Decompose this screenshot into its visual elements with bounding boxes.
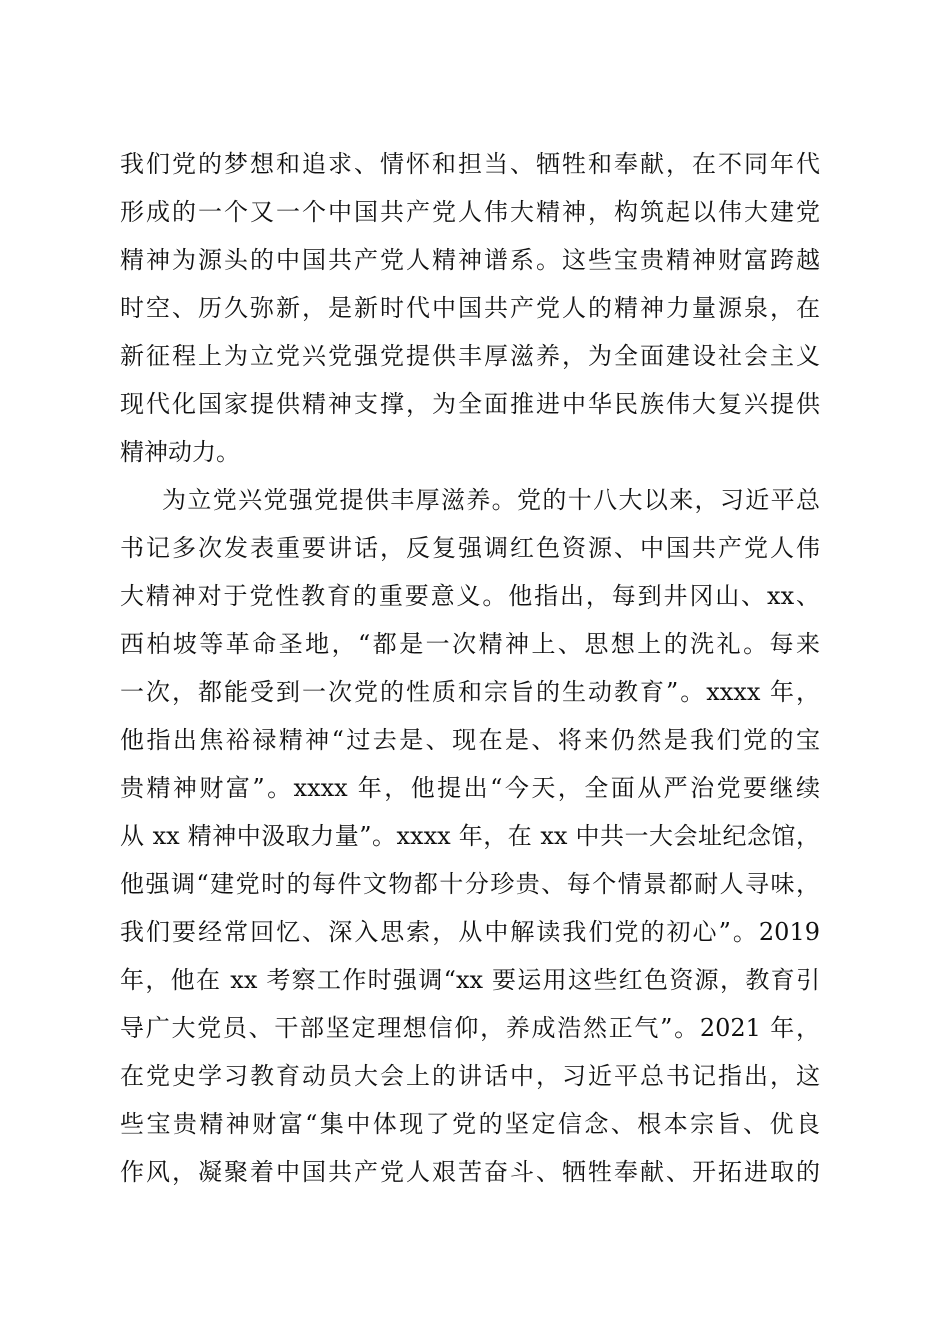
text-line: 他指出焦裕禄精神“过去是、现在是、将来仍然是我们党的宝 [120, 726, 820, 754]
text-line: 年，他在 xx 考察工作时强调“xx 要运用这些红色资源，教育引 [120, 966, 820, 994]
text-line: 他强调“建党时的每件文物都十分珍贵、每个情景都耐人寻味， [120, 870, 820, 898]
text-line: 现代化国家提供精神支撑，为全面推进中华民族伟大复兴提供 [120, 390, 820, 418]
text-line: 一次，都能受到一次党的性质和宗旨的生动教育”。xxxx 年， [120, 678, 820, 706]
text-line: 西柏坡等革命圣地，“都是一次精神上、思想上的洗礼。每来 [120, 630, 820, 658]
text-line: 时空、历久弥新，是新时代中国共产党人的精神力量源泉，在 [120, 294, 820, 322]
text-line: 些宝贵精神财富“集中体现了党的坚定信念、根本宗旨、优良 [120, 1110, 820, 1138]
text-line: 精神为源头的中国共产党人精神谱系。这些宝贵精神财富跨越 [120, 246, 820, 274]
document-body [120, 140, 820, 1196]
text-line: 形成的一个又一个中国共产党人伟大精神，构筑起以伟大建党 [120, 198, 820, 226]
text-line: 大精神对于党性教育的重要意义。他指出，每到井冈山、xx、 [120, 582, 820, 610]
paragraph-2 [120, 476, 820, 1196]
text-line: 书记多次发表重要讲话，反复强调红色资源、中国共产党人伟 [120, 534, 820, 562]
text-line: 从 xx 精神中汲取力量”。xxxx 年，在 xx 中共一大会址纪念馆， [120, 822, 820, 850]
text-line: 导广大党员、干部坚定理想信仰，养成浩然正气”。2021 年， [120, 1014, 820, 1042]
text-line: 作风，凝聚着中国共产党人艰苦奋斗、牺牲奉献、开拓进取的 [120, 1158, 820, 1186]
text-line: 新征程上为立党兴党强党提供丰厚滋养，为全面建设社会主义 [120, 342, 820, 370]
text-line: 为立党兴党强党提供丰厚滋养。党的十八大以来，习近平总 [162, 486, 820, 514]
text-line: 我们党的梦想和追求、情怀和担当、牺牲和奉献，在不同年代 [120, 150, 820, 178]
text-line: 精神动力。 [120, 438, 240, 466]
text-line: 我们要经常回忆、深入思索，从中解读我们党的初心”。2019 [120, 918, 820, 946]
paragraph-1 [120, 140, 820, 476]
text-line: 贵精神财富”。xxxx 年，他提出“今天，全面从严治党要继续 [120, 774, 820, 802]
text-line: 在党史学习教育动员大会上的讲话中，习近平总书记指出，这 [120, 1062, 820, 1090]
